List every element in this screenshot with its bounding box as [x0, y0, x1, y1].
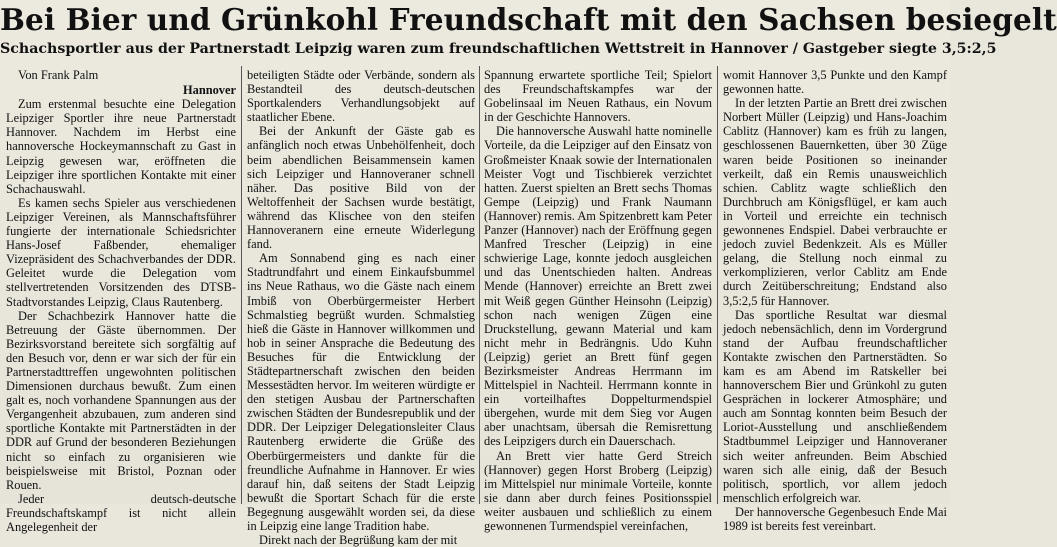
article-column-2 — [247, 68, 475, 547]
subheadline: Schachsportler aus der Partnerstadt Leipzig waren zum freundschaftlichen Wettstreit in Hannover / Gastgeber siegte 3,5:2,5 — [0, 41, 997, 57]
paragraph: Am Sonnabend ging es nach einer Stadtrundfahrt und einem Einkaufsbummel ins Neue Rathaus, wo die Gäste nach einem Imbiß von Oberbürgermeister Herbert Schmalstieg begrüßt wurden. Schmalstieg hieß die Gäste in Hannover willkommen und hob in seiner Ansprache die Bedeutung des Besuches für die Entwicklung der Städtepartnerschaft zwischen den beiden Messestädten hervor. Im weiteren würdigte er den stetigen Ausbau der Partnerschaften zwischen Städten der Bundesrepublik und der DDR. Der Leipziger Delegationsleiter Claus Rautenberg erwiderte die Grüße des Oberbürgermeisters und dankte für die freundliche Aufnahme in Hannover. Er wies darauf hin, daß seitens der Stadt Leipzig bewußt die Sportart Schach für die erste Begegnung ausgewählt worden sei, da diese in Leipzig eine lange Tradition habe. — [247, 251, 475, 533]
paragraph: Das sportliche Resultat war diesmal jedoch nebensächlich, denn im Vordergrund stand der Aufbau freundschaftlicher Kontakte zwischen den Partnerstädten. So kam es am Abend im Ratskeller bei hannoverschem Bier und Grünkohl zu guten Gesprächen in lockerer Atmosphäre; und auch am Sonntag konnten beim Besuch der Loriot-Ausstellung und anschließendem Stadtbummel Leipziger und Hannoveraner sich weiter anfreunden. Beim Abschied waren sich alle einig, daß der Besuch politisch, sportlich, vor allem jedoch menschlich erfolgreich war. — [723, 307, 947, 505]
article-column-1 — [6, 68, 236, 534]
paragraph: beteiligten Städte oder Verbände, sondern als Bestandteil des deutsch-deutschen Sportkalenders Verhandlungsobjekt auf staatlicher Ebene. — [247, 68, 475, 125]
paragraph: Die hannoversche Auswahl hatte nominelle Vorteile, da die Leipziger auf den Einsatz von Großmeister Knaak sowie der Internationalen Meister Vogt und Tischbierek verzichtet hatten. Zuerst spielten an Brett sechs Thomas Gempe (Leipzig) und Frank Naumann (Hannover) remis. Am Spitzenbrett kam Peter Panzer (Hannover) nach der Eröffnung gegen Manfred Trescher (Leipzig) in eine schwierige Lage, konnte jedoch ausgleichen und das Unentschieden halten. Andreas Mende (Hannover) erreichte an Brett zwei mit Weiß gegen Günther Heinsohn (Leipzig) schon nach wenigen Zügen eine Druckstellung, gewann Material und kam nicht mehr in Bedrängnis. Udo Kuhn (Leipzig) geriet an Brett fünf gegen Bezirksmeister Andreas Herrmann im Mittelspiel in Nachteil. Herrmann konnte in ein vorteilhaftes Doppelturmendspiel übergehen, wurde mit dem Sieg vor Augen aber unachtsam, übersah die Remisrettung des Leipzigers durch ein Dauerschach. — [484, 124, 712, 449]
column-rule — [717, 66, 718, 504]
article-column-3 — [484, 68, 712, 533]
dateline: Hannover — [182, 83, 236, 98]
paragraph: Der Schachbezirk Hannover hatte die Betreuung der Gäste übernommen. Der Bezirksvorstand bereitete sich sorgfältig auf den Besuch vor, denn er war sich der für ein Partnerstadttreffen ungewohnten politischen Dimensionen durchaus bewußt. Zum einen galt es, noch vorhandene Spannungen aus der Vergangenheit abzubauen, zum anderen sind sportliche Kontakte mit Partnerstädten in der DDR auf Grund der besonderen Beziehungen nicht so einfach zu organisieren wie beispielsweise mit Bristol, Poznan oder Rouen. — [6, 308, 236, 492]
paragraph: Direkt nach der Begrüßung kam der mit — [259, 533, 458, 547]
paragraph: Jeder deutsch-deutsche Freundschaftskampf ist nicht allein Angelegenheit der — [6, 491, 236, 534]
paragraph: Spannung erwartete sportliche Teil; Spielort des Freundschaftskampfes war der Gobelinsaal im Neuen Rathaus, ein Novum in der Geschichte Hannovers. — [484, 68, 712, 125]
article-column-4 — [723, 68, 947, 533]
paragraph: Bei der Ankunft der Gäste gab es anfänglich noch etwas Unbehölfenheit, doch beim abendlichen Beisammensein kamen sich Leipziger und Hannoveraner schnell näher. Das positive Bild von der Weltoffenheit der Sachsen wurde bestätigt, während das Klischee von den steifen Hannoveranern eine erneute Widerlegung fand. — [247, 124, 475, 252]
paragraph: An Brett vier hatte Gerd Streich (Hannover) gegen Horst Broberg (Leipzig) im Mittelspiel nur minimale Vorteile, konnte sie dann aber durch feines Positionsspiel weiter ausbauen und schließlich zu einem gewonnenen Turmendspiel vereinfachen, — [484, 448, 712, 533]
column-rule — [241, 66, 242, 504]
paragraph: In der letzten Partie an Brett drei zwischen Norbert Müller (Leipzig) und Hans-Joachim Cablitz (Hannover) kam es früh zu langen, geschlossenen Bauernketten, über 30 Züge waren beide Positionen so ineinander verkeilt, daß ein Remis unausweichlich schien. Cablitz wagte schließlich den Durchbruch am Königsflügel, er kam auch in Vorteil und erreichte ein technisch gewonnenes Endspiel. Dabei verbrauchte er jedoch zuviel Bedenkzeit. Als es Müller gelang, die Stellung noch einmal zu verkomplizieren, verlor Cablitz am Ende durch Zeitüberschreitung; Endstand also 3,5:2,5 für Hannover. — [723, 96, 947, 308]
byline: Von Frank Palm — [18, 68, 99, 82]
paragraph: Zum erstenmal besuchte eine Delegation Leipziger Sportler ihre neue Partnerstadt Hannover. Nachdem im Herbst eine hannoversche Hockeymannschaft zu Gast in Leipzig gewesen war, eröffneten die Leipziger ihre sportlichen Kontakte mit einer Schachauswahl. — [6, 97, 236, 196]
paragraph: womit Hannover 3,5 Punkte und den Kampf gewonnen hatte. — [723, 68, 947, 97]
paragraph: Der hannoversche Gegenbesuch Ende Mai 1989 ist bereits fest vereinbart. — [723, 504, 947, 533]
column-rule — [479, 66, 480, 504]
paragraph: Es kamen sechs Spieler aus verschiedenen Leipziger Vereinen, als Mannschaftsführer fungierte der internationale Schiedsrichter Hans-Josef Faßbender, ehemaliger Vizepräsident des Schachverbandes der DDR. Geleitet wurde die Delegation vom stellvertretenden Vorsitzenden des DTSB-Stadtvorstandes Leipzig, Claus Rautenberg. — [6, 195, 236, 309]
headline: Bei Bier und Grünkohl Freundschaft mit den Sachsen besiegelt — [0, 2, 1057, 37]
